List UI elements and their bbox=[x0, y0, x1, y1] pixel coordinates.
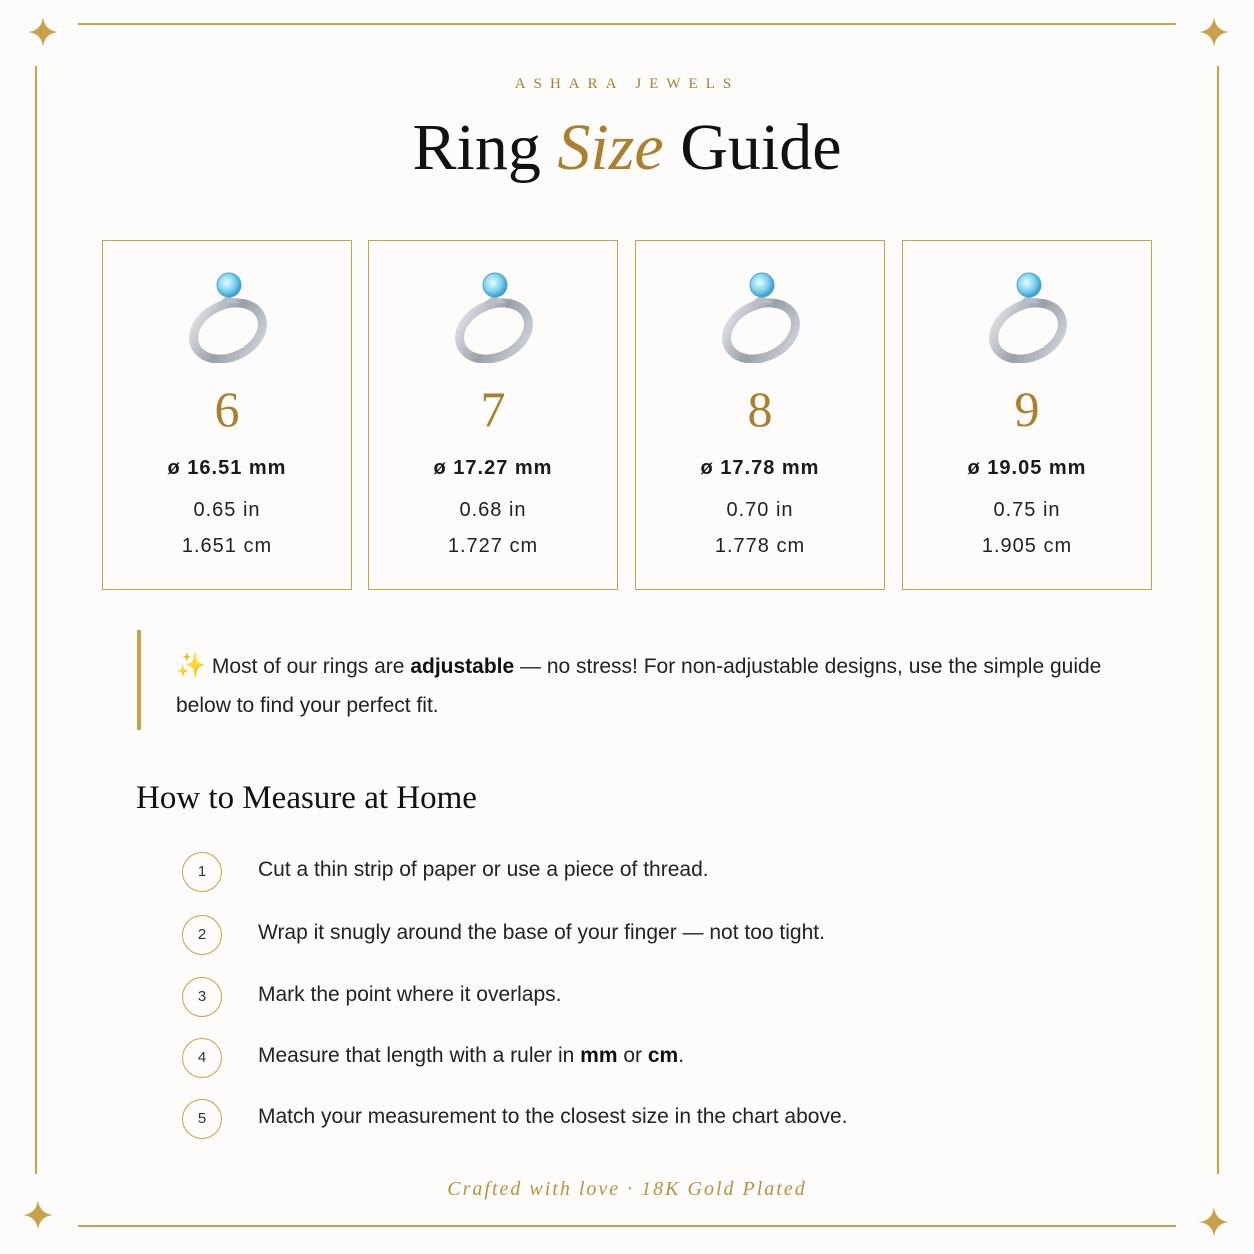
size-cm: 1.727 cm bbox=[447, 535, 539, 557]
title-accent: Size bbox=[557, 111, 664, 184]
frame-top-line bbox=[78, 23, 1176, 25]
step-text: Wrap it snugly around the base of your finger — not too tight. bbox=[258, 921, 825, 944]
size-number: 7 bbox=[480, 381, 506, 437]
step-text-before: Measure that length with a ruler in bbox=[258, 1044, 581, 1067]
frame-bottom-line bbox=[78, 1225, 1176, 1227]
sparkle-icon bbox=[23, 1200, 53, 1230]
sparkle-icon bbox=[28, 17, 58, 47]
frame-left-line bbox=[35, 66, 37, 1174]
step-number: 4 bbox=[182, 1038, 222, 1078]
size-cm: 1.651 cm bbox=[181, 535, 273, 557]
ring-icon bbox=[721, 271, 805, 363]
step-text bbox=[258, 1044, 1138, 1068]
footer-tagline: Crafted with love · 18K Gold Plated bbox=[447, 1178, 807, 1200]
size-diameter: ø 19.05 mm bbox=[967, 457, 1087, 479]
ring-icon bbox=[988, 271, 1072, 363]
size-diameter: ø 17.78 mm bbox=[700, 457, 820, 479]
title-part-1: Ring bbox=[412, 111, 541, 184]
size-number: 8 bbox=[747, 381, 773, 437]
step-number: 2 bbox=[182, 915, 222, 955]
step-text: Mark the point where it overlaps. bbox=[258, 983, 562, 1006]
size-inches: 0.70 in bbox=[726, 499, 794, 521]
size-diameter: ø 17.27 mm bbox=[433, 457, 553, 479]
step-text: Cut a thin strip of paper or use a piece of thread. bbox=[258, 858, 709, 881]
adjustable-note bbox=[176, 646, 1106, 725]
step-text: Match your measurement to the closest size in the chart above. bbox=[258, 1105, 848, 1128]
size-cm: 1.905 cm bbox=[981, 535, 1073, 557]
step-text-after: . bbox=[678, 1044, 685, 1067]
title-part-2: Guide bbox=[680, 111, 842, 184]
brand-name: ASHARA JEWELS bbox=[514, 76, 740, 92]
size-inches: 0.75 in bbox=[993, 499, 1061, 521]
note-bold: adjustable bbox=[410, 655, 515, 678]
ring-icon bbox=[188, 271, 272, 363]
size-diameter: ø 16.51 mm bbox=[167, 457, 287, 479]
step-text-middle: or bbox=[617, 1044, 648, 1067]
size-inches: 0.65 in bbox=[193, 499, 261, 521]
step-number: 1 bbox=[182, 852, 222, 892]
size-number: 6 bbox=[214, 381, 240, 437]
step-number: 5 bbox=[182, 1099, 222, 1139]
size-inches: 0.68 in bbox=[459, 499, 527, 521]
unit-mm: mm bbox=[580, 1044, 618, 1067]
step-number: 3 bbox=[182, 977, 222, 1017]
frame-right-line bbox=[1217, 66, 1219, 1174]
size-card bbox=[368, 240, 618, 590]
size-card bbox=[635, 240, 885, 590]
sparkle-icon bbox=[1199, 17, 1229, 47]
page-title bbox=[0, 108, 1254, 188]
ring-icon bbox=[454, 271, 538, 363]
sparkle-icon bbox=[1199, 1207, 1229, 1237]
howto-heading: How to Measure at Home bbox=[136, 780, 477, 816]
note-text-after: — no stress! For non-adjustable designs, use the simple guide below to find your perfect fit. bbox=[176, 655, 1102, 717]
size-card bbox=[902, 240, 1152, 590]
unit-cm: cm bbox=[647, 1044, 679, 1067]
sparkles-icon: ✨ bbox=[176, 652, 206, 679]
size-card bbox=[102, 240, 352, 590]
note-accent-bar bbox=[137, 630, 141, 730]
size-number: 9 bbox=[1014, 381, 1040, 437]
note-text-before: Most of our rings are bbox=[211, 655, 411, 678]
size-cm: 1.778 cm bbox=[714, 535, 806, 557]
